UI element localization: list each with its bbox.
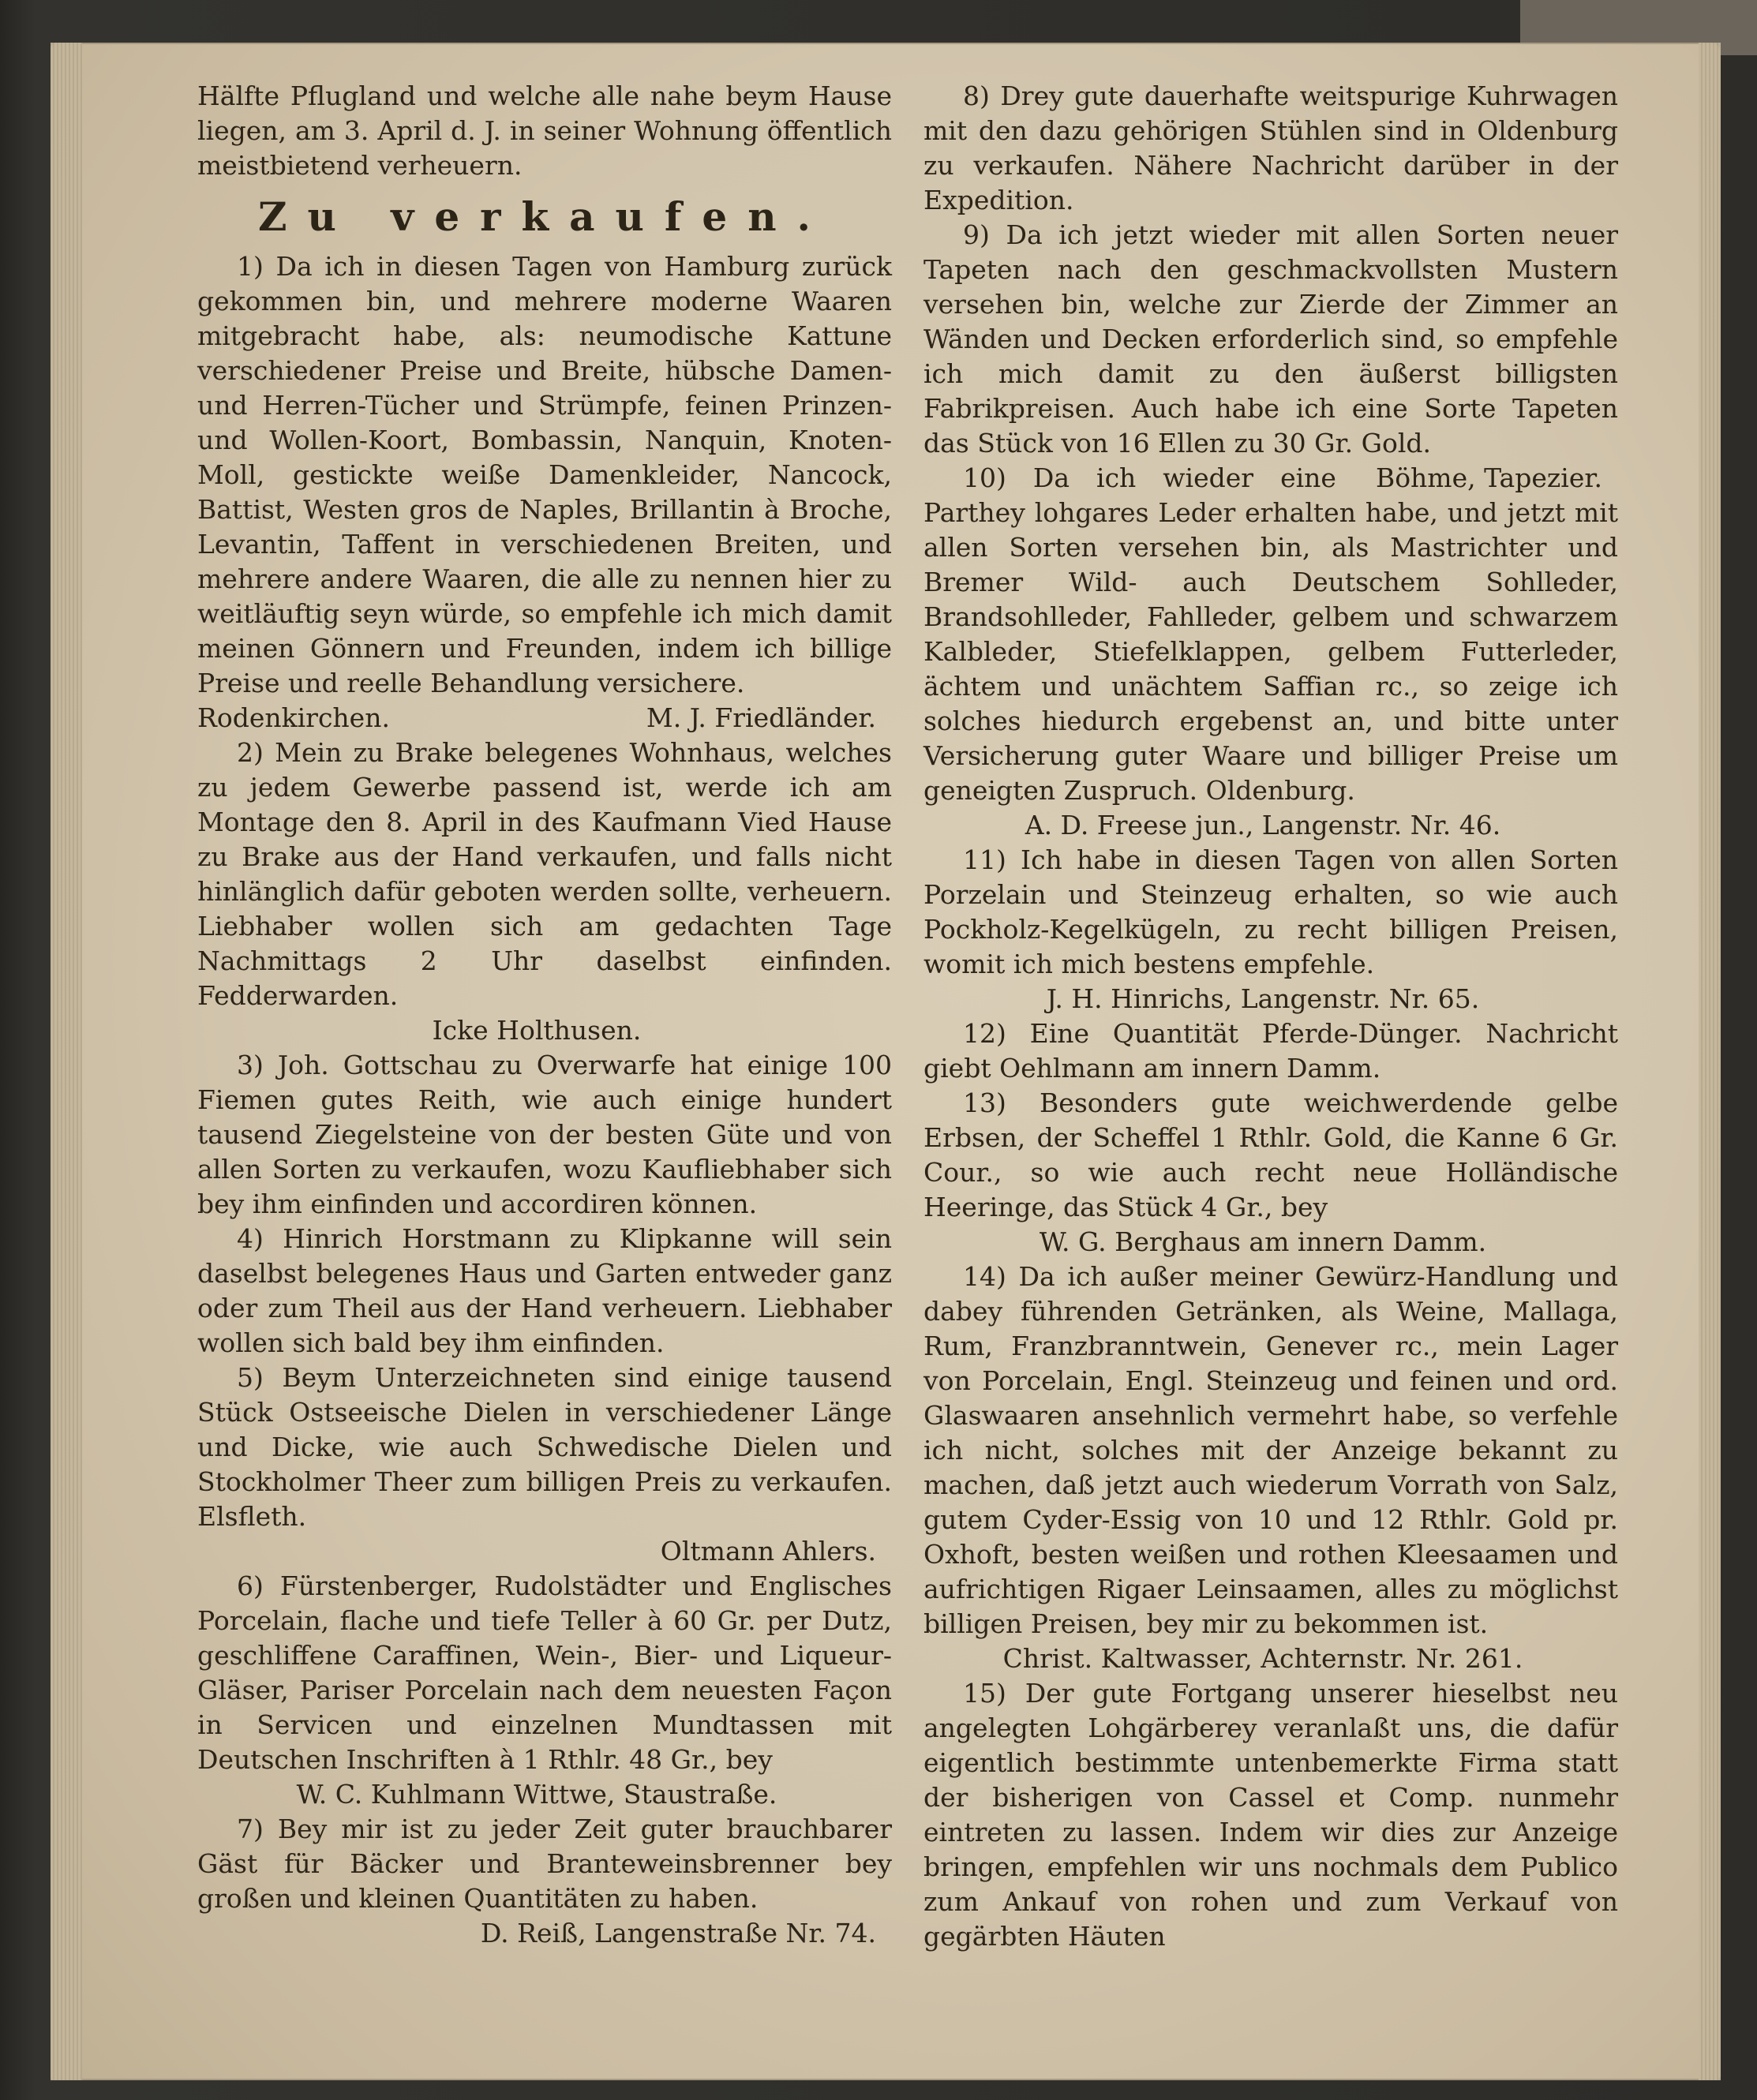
ad-13-signer: W. G. Berghaus am innern Damm.	[1039, 1226, 1487, 1257]
ad-4: 4) Hinrich Horstmann zu Klipkanne will sein daselbst belegenes Haus und Garten entweder ganz oder zum Theil aus der Hand verheuern. Liebhaber wollen sich bald bey ihm einfinden.	[197, 1223, 892, 1358]
section-heading: Zu verkaufen.	[258, 193, 831, 240]
ad-9-text: 9) Da ich jetzt wieder mit allen Sorten neuer Tapeten nach den geschmackvollsten Mustern versehen bin, welche zur Zierde der Zimmer an Wänden und Decken erforderlich sind, so empfehle ich mich damit zu den äußerst billigsten Fabrikpreisen. Auch habe ich eine Sorte Tapeten das Stück von 16 Ellen zu 30 Gr. Gold.	[923, 219, 1618, 459]
ad-11: 11) Ich habe in diesen Tagen von allen Sorten Porzelain und Steinzeug erhalten, so wie auch Pockholz-Kegelkügeln, zu recht billigen Preisen, womit ich mich bestens empfehle.	[923, 844, 1618, 979]
ad-7: 7) Bey mir ist zu jeder Zeit guter brauchbarer Gäst für Bäcker und Branteweinsbrenner bey großen und kleinen Quantitäten zu haben.	[197, 1814, 892, 1914]
ad-7-signer: D. Reiß, Langenstraße Nr. 74.	[480, 1918, 876, 1948]
ad-5: 5) Beym Unterzeichneten sind einige tausend Stück Ostseeische Dielen in verschiedener Länge und Dicke, wie auch Schwedische Dielen und Stockholmer Theer zum billigen Preis zu verkaufen. Elsfleth.	[197, 1362, 892, 1532]
ad-12: 12) Eine Quantität Pferde-Dünger. Nachricht giebt Oehlmann am innern Damm.	[923, 1018, 1618, 1084]
ad-14-signer: Christ. Kaltwasser, Achternstr. Nr. 261.	[1002, 1643, 1523, 1674]
ad-8: 8) Drey gute dauerhafte weitspurige Kuhrwagen mit den dazu gehörigen Stühlen sind in Oldenburg zu verkaufen. Nähere Nachricht darüber in der Expedition.	[923, 80, 1618, 215]
ad-1: 1) Da ich in diesen Tagen von Hamburg zurück gekommen bin, und mehrere moderne Waaren mitgebracht habe, als: neumodische Kattune verschiedener Preise und Breite, hübsche Damen- und Herren-Tücher und Strümpfe, feinen Prinzen- und Wollen-Koort, Bombassin, Nanquin, Knoten-Moll, gestickte weiße Damenkleider, Nancock, Battist, Westen gros de Naples, Brillantin à Broche, Levantin, Taffent in verschiedenen Breiten, und mehrere andere Waaren, die alle zu nennen hier zu weitläuftig seyn würde, so empfehle ich mich damit meinen Gönnern und Freunden, indem ich billige Preise und reelle Behandlung versichere.	[197, 251, 892, 698]
ad-11-signer: J. H. Hinrichs, Langenstr. Nr. 65.	[1046, 983, 1480, 1014]
ad-3: 3) Joh. Gottschau zu Overwarfe hat einige 100 Fiemen gutes Reith, wie auch einige hundert tausend Ziegelsteine von der besten Güte und von allen Sorten zu verkaufen, wozu Kaufliebhaber sich bey ihm einfinden und accordiren können.	[197, 1050, 892, 1219]
page-edge-left	[51, 43, 82, 2080]
ad-1-footer	[197, 701, 892, 736]
ad-2-signer: Icke Holthusen.	[432, 1015, 642, 1046]
ad-9	[923, 218, 1618, 493]
ad-1-signer: M. J. Friedländer.	[646, 702, 876, 733]
right-column	[923, 79, 1618, 1954]
ad-6: 6) Fürstenberger, Rudolstädter und Englisches Porcelain, flache und tiefe Teller à 60 Gr. per Dutz, geschliffene Caraffinen, Wein-, Bier- und Liqueur-Gläser, Pariser Porcelain nach dem neuesten Façon in Servicen und einzelnen Mundtassen mit Deutschen Inschriften à 1 Rthlr. 48 Gr., bey	[197, 1570, 892, 1775]
ad-10-signer: A. D. Freese jun., Langenstr. Nr. 46.	[1025, 810, 1501, 840]
left-column	[197, 79, 892, 1951]
ad-1-place: Rodenkirchen.	[197, 702, 390, 733]
ad-5-signer: Oltmann Ahlers.	[660, 1536, 876, 1567]
ad-6-signer: W. C. Kuhlmann Wittwe, Staustraße.	[296, 1779, 777, 1810]
ad-10: 10) Da ich wieder eine Parthey lohgares Leder erhalten habe, und jetzt mit allen Sorten versehen bin, als Mastrichter und Bremer Wild- auch Deutschem Sohlleder, Brandsohlleder, Fahlleder, gelbem und schwarzem Kalbleder, Stiefelklappen, gelbem Futterleder, ächtem und unächtem Saffian rc., so zeige ich solches hiedurch ergebenst an, und bitte unter Versicherung guter Waare und billiger Preise um geneigten Zuspruch. Oldenburg.	[923, 462, 1618, 806]
intro-paragraph: Hälfte Pflugland und welche alle nahe beym Hause liegen, am 3. April d. J. in seiner Wohnung öffentlich meistbietend verheuern.	[197, 80, 892, 181]
page-edge-right	[1699, 43, 1721, 2080]
ad-15: 15) Der gute Fortgang unserer hieselbst neu angelegten Lohgärberey veranlaßt uns, die dafür eigentlich bestimmte untenbemerkte Firma statt der bisherigen von Cassel et Comp. nunmehr eintreten zu lassen. Indem wir dies zur Anzeige bringen, empfehlen wir uns nochmals dem Publico zum Ankauf von rohen und zum Verkauf von gegärbten Häuten	[923, 1678, 1618, 1952]
ad-13: 13) Besonders gute weichwerdende gelbe Erbsen, der Scheffel 1 Rthlr. Gold, die Kanne 6 Gr. Cour., so wie auch recht neue Holländische Heeringe, das Stück 4 Gr., bey	[923, 1087, 1618, 1222]
ad-2: 2) Mein zu Brake belegenes Wohnhaus, welches zu jedem Gewerbe passend ist, werde ich am Montage den 8. April in des Kaufmann Vied Hause zu Brake aus der Hand verkaufen, und falls nicht hinlänglich dafür geboten werden sollte, verheuern. Liebhaber wollen sich am gedachten Tage Nachmittags 2 Uhr daselbst einfinden. Fedderwarden.	[197, 737, 892, 1011]
ad-9-signer: Böhme, Tapezier.	[1375, 462, 1602, 493]
ad-14: 14) Da ich außer meiner Gewürz-Handlung und dabey führenden Getränken, als Weine, Mallaga, Rum, Franzbranntwein, Genever rc., mein Lager von Porcelain, Engl. Steinzeug und feinen und ord. Glaswaaren ansehnlich vermehrt habe, so verfehle ich nicht, solches mit der Anzeige bekannt zu machen, daß jetzt auch wiederum Vorrath von Salz, gutem Cyder-Essig von 10 und 12 Rthlr. Gold pr. Oxhoft, besten weißen und rothen Kleesaamen und aufrichtigen Rigaer Leinsaamen, alles zu möglichst billigen Preisen, bey mir zu bekommen ist.	[923, 1261, 1618, 1639]
